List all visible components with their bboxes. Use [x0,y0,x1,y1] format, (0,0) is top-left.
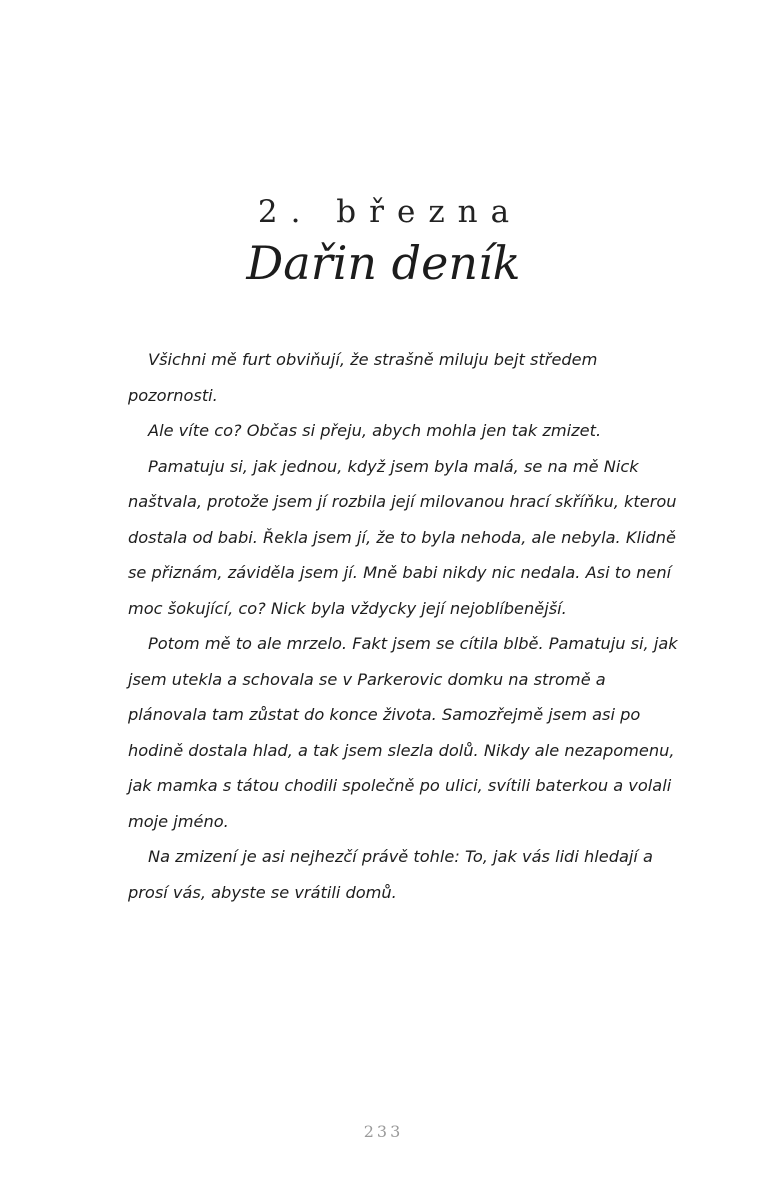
chapter-title: Dařin deník [246,236,521,290]
paragraph: Všichni mě furt obviňují, že strašně miluju bejt středem pozornosti. [128,350,598,405]
chapter-date: 2. března [257,194,523,230]
paragraph: Pamatuju si, jak jednou, když jsem byla malá, se na mě Nick naštvala, protože jsem jí rozbila její milovanou hrací skříňku, kterou dostala od babi. Řekla jsem jí, že to byla nehoda, ale nebyla. Klidně se přiznám, záviděla jsem jí. Mně babi nikdy nic nedala. Asi to není moc šokující, co? Nick byla vždycky její nejoblíbenější. [128,456,677,618]
page-number: 233 [363,1122,404,1141]
paragraph: Potom mě to ale mrzelo. Fakt jsem se cítila blbě. Pamatuju si, jak jsem utekla a schovala se v Parkerovic domku na stromě a plánovala tam zůstat do konce života. Samozřejmě jsem asi po hodině dostala hlad, a tak jsem slezla dolů. Nikdy ale nezapomenu, jak mamka s tátou chodili společně po ulici, svítili baterkou a volali moje jméno. [128,634,678,831]
diary-body [128,342,688,910]
paragraph: Na zmizení je asi nejhezčí právě tohle: To, jak vás lidi hledají a prosí vás, abyste se vrátili domů. [128,847,653,902]
paragraph: Ale víte co? Občas si přeju, abych mohla jen tak zmizet. [148,421,602,440]
